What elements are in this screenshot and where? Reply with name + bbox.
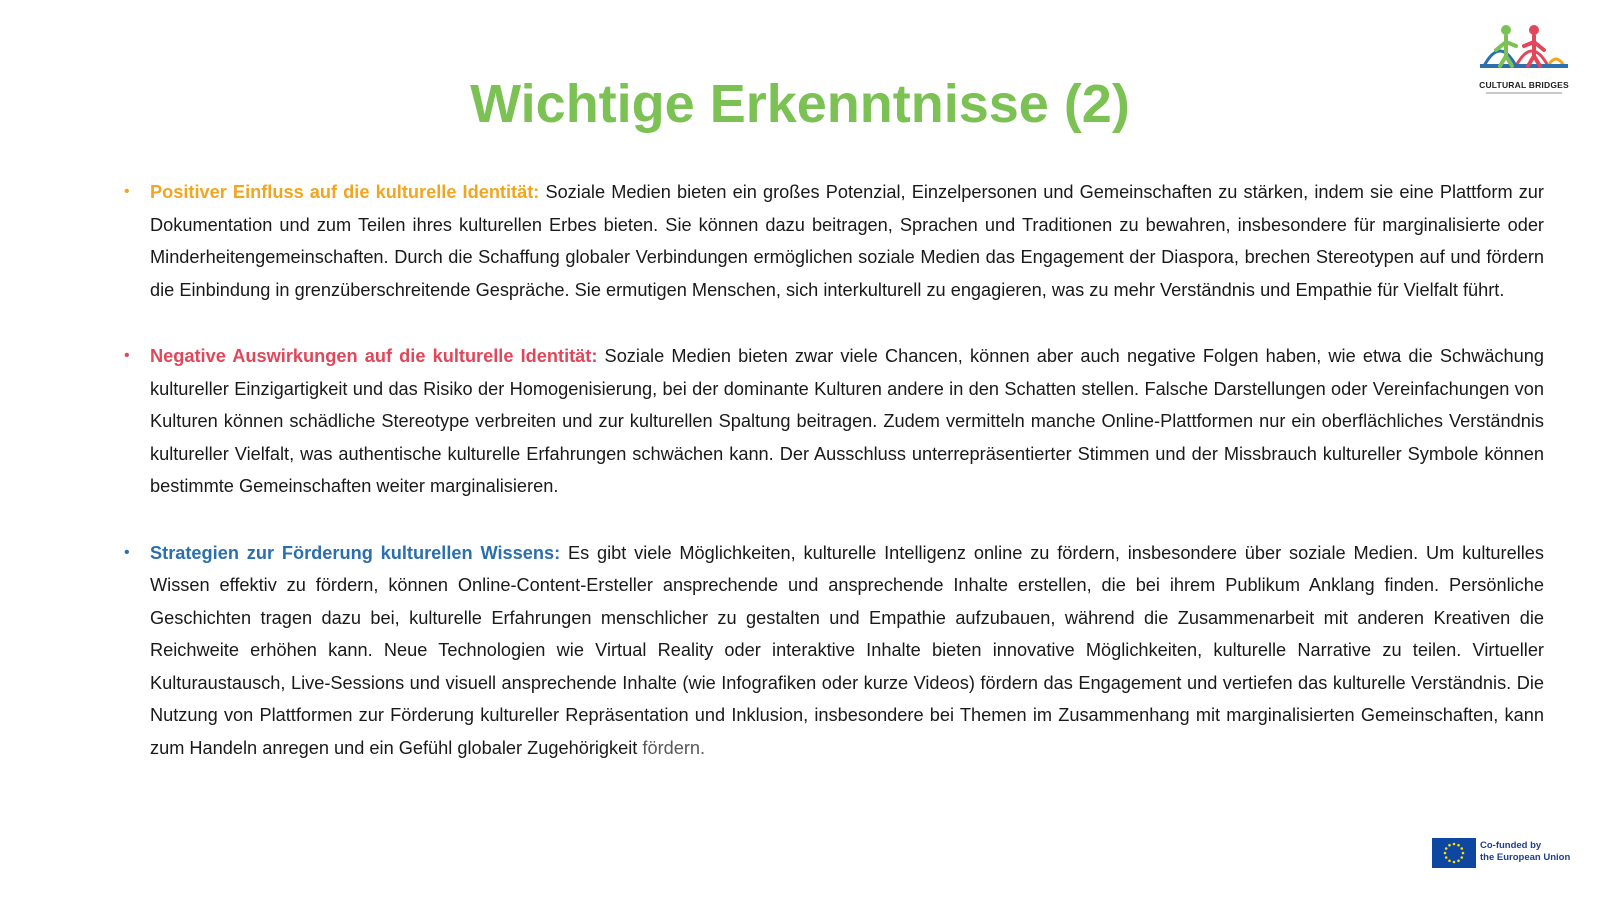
bullet-strategies xyxy=(124,537,1544,765)
bullet-tail: fördern. xyxy=(637,737,706,758)
eu-cofunded-text xyxy=(1480,840,1590,863)
bullet-body: Es gibt viele Möglichkeiten, kulturelle Intelligenz online zu fördern, insbesondere über soziale Medien. Um kulturelles Wissen effektiv zu fördern, können Online-Content-Ersteller ansprechende und ansprechende Inhalte erstellen, die bei ihrem Publikum Anklang finden. Persönliche Geschichten tragen dazu bei, kulturelle Erfahrungen menschlicher zu gestalten und Empathie aufzubauen, während die Zusammenarbeit mit anderen Kreativen die Reichweite erhöhen kann. Neue Technologien wie Virtual Reality oder interaktive Inhalte bieten innovative Möglichkeiten, kulturelle Narrative zu teilen. Virtueller Kulturaustausch, Live-Sessions und visuell ansprechende Inhalte (wie Infografiken oder kurze Videos) fördern das Engagement und vertiefen das kulturelle Verständnis. Die Nutzung von Plattformen zur Förderung kultureller Repräsentation und Inklusion, insbesondere bei Themen im Zusammenhang mit marginalisierten Gemeinschaften, kann zum Handeln anregen und ein Gefühl globaler Zugehörigkeit xyxy=(150,542,1544,758)
bullet-dot-icon: • xyxy=(124,347,130,364)
bullet-body: Soziale Medien bieten ein großes Potenzial, Einzelpersonen und Gemeinschaften zu stärken, indem sie eine Plattform zur Dokumentation und zum Teilen ihres kulturellen Erbes bieten. Sie können dazu beitragen, Sprachen und Traditionen zu bewahren, insbesondere für marginalisierte oder Minderheitengemeinschaften. Durch die Schaffung globaler Verbindungen ermöglichen soziale Medien das Engagement der Diaspora, brechen Stereotypen auf und fördern die Einbindung in grenzüberschreitende Gespräche. Sie ermutigen Menschen, sich interkulturell zu engagieren, was zu mehr Verständnis und Empathie für Vielfalt führt. xyxy=(150,182,1544,300)
bullet-list xyxy=(124,176,1544,798)
bullet-dot-icon: • xyxy=(124,183,130,200)
bullet-positive-influence xyxy=(124,176,1544,306)
bullet-dot-icon: • xyxy=(124,543,130,561)
eu-flag-icon xyxy=(1432,838,1476,868)
logo-text: CULTURAL BRIDGES xyxy=(1479,80,1569,90)
bullet-heading: Positiver Einfluss auf die kulturelle Identität: xyxy=(150,182,540,202)
eu-text-line2: the European Union xyxy=(1480,851,1571,863)
slide-title: Wichtige Erkenntnisse (2) xyxy=(470,74,1130,134)
eu-text-line1: Co-funded by xyxy=(1480,840,1542,851)
bullet-negative-effects xyxy=(124,340,1544,503)
bullet-heading: Negative Auswirkungen auf die kulturelle Identität: xyxy=(150,346,598,366)
eu-cofunded-logo xyxy=(1432,838,1582,872)
bullet-body: Soziale Medien bieten zwar viele Chancen, können aber auch negative Folgen haben, wie etwa die Schwächung kultureller Einzigartigkeit und das Risiko der Homogenisierung, bei der dominante Kulturen andere in den Schatten stellen. Falsche Darstellungen oder Vereinfachungen von Kulturen können schädliche Stereotype verbreiten und zur kulturellen Spaltung beitragen. Zudem vermitteln manche Online-Plattformen nur ein oberflächliches Verständnis kultureller Vielfalt, was authentische kulturelle Erfahrungen schwächen kann. Der Ausschluss unterrepräsentierter Stimmen und der Missbrauch kultureller Symbole können bestimmte Gemeinschaften weiter marginalisieren. xyxy=(150,346,1544,496)
bullet-heading: Strategien zur Förderung kulturellen Wissens: xyxy=(150,542,561,563)
